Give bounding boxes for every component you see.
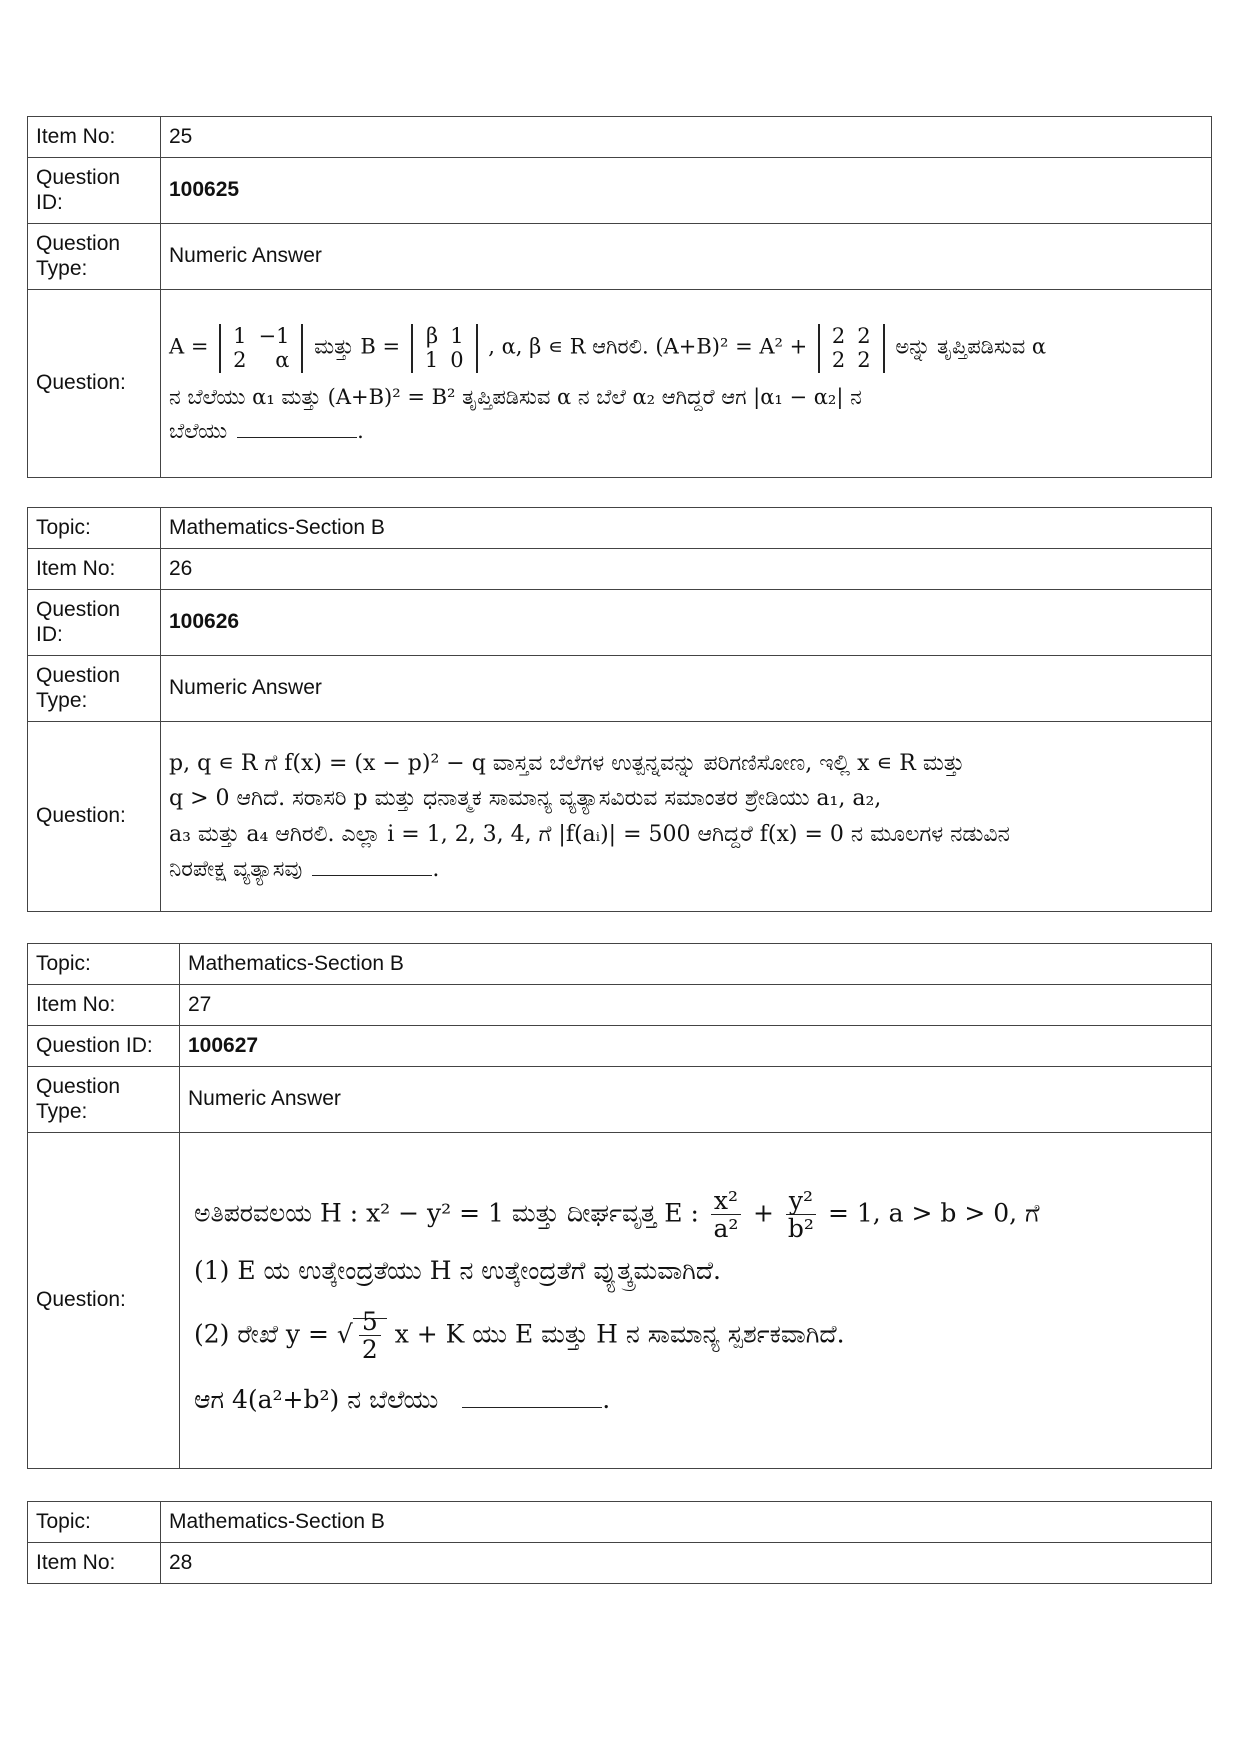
question-id-value: 100625 [161,158,1212,224]
question-id-label: Question ID: [28,158,161,224]
question-type-value: Numeric Answer [180,1067,1212,1133]
question-type-label: Question Type: [28,1067,180,1133]
question-label: Question: [28,290,161,478]
question-table-28 [27,1501,1212,1584]
question-type-label: Question Type: [28,224,161,290]
topic-value: Mathematics-Section B [161,1502,1212,1543]
question-type-value: Numeric Answer [161,224,1212,290]
item-no-value: 26 [161,549,1212,590]
topic-label: Topic: [28,944,180,985]
matrix-c: 2 2 2 2 [818,324,885,372]
topic-label: Topic: [28,508,161,549]
sqrt-symbol: √ [336,1319,353,1348]
item-no-label: Item No: [28,985,180,1026]
matrix-b: β 1 1 0 [411,324,478,372]
topic-value: Mathematics-Section B [180,944,1212,985]
question-type-label: Question Type: [28,656,161,722]
question-id-label: Question ID: [28,1026,180,1067]
question-body: p, q ∊ R ಗೆ f(x) = (x − p)² − q ವಾಸ್ತವ ಬೆಲೆಗಳ ಉತ್ಪನ್ನವನ್ನು ಪರಿಗಣಿಸೋಣ, ಇಲ್ಲಿ x ∊ R ಮತ್ತು q > 0 ಆಗಿದೆ. ಸರಾಸರಿ p ಮತ್ತು ಧನಾತ್ಮಕ ಸಾಮಾನ್ಯ ವ್ಯತ್ಯಾಸವಿರುವ ಸಮಾಂತರ ಶ್ರೇಡಿಯು a₁, a₂, a₃ ಮತ್ತು a₄ ಆಗಿರಲಿ. ಎಲ್ಲಾ i = 1, 2, 3, 4, ಗೆ |f(aᵢ)| = 500 ಆಗಿದ್ದರೆ f(x) = 0 ನ ಮೂಲಗಳ ನಡುವಿನ ನಿರಪೇಕ್ಷ ವ್ಯತ್ಯಾಸವು . [161,722,1212,912]
item-no-label: Item No: [28,549,161,590]
question-table-25 [27,116,1212,478]
question-body: ಅತಿಪರವಲಯ H : x² − y² = 1 ಮತ್ತು ದೀರ್ಘವೃತ್ತ E : $\frac{\text{x²}}{\text{a²}}$ + $\frac{\text{y²}}{\text{b²}}$ = 1, a > b > 0, ಗೆ (1) E ಯ ಉತ್ಕೇಂದ್ರತೆಯು H ನ ಉತ್ಕೇಂದ್ರತೆಗೆ ವ್ಯುತ್ಕ್ರಮವಾಗಿದೆ. (2) ರೇಖೆ y = √ $\frac{5}{2}$ x + K ಯು E ಮತ್ತು H ನ ಸಾಮಾನ್ಯ ಸ್ಪರ್ಶಕವಾಗಿದೆ. ಆಗ 4(a²+b²) ನ ಬೆಲೆಯು . [180,1133,1212,1469]
topic-label: Topic: [28,1502,161,1543]
fraction-5-2: $\frac{5}{2}$ [359,1308,381,1364]
fraction-x2-a2: $\frac{\text{x²}}{\text{a²}}$ [711,1187,741,1243]
item-no-value: 25 [161,117,1212,158]
matrix-a: 1 −1 2 α [219,324,303,372]
topic-value: Mathematics-Section B [161,508,1212,549]
item-no-value: 27 [180,985,1212,1026]
question-id-value: 100627 [180,1026,1212,1067]
question-label: Question: [28,1133,180,1469]
question-type-value: Numeric Answer [161,656,1212,722]
question-id-label: Question ID: [28,590,161,656]
question-body: A = 1 −1 2 α ಮತ್ತು B = β 1 1 0 , α, β ∊ R ಆಗಿರಲಿ. (A+B)² = A² + 2 2 2 2 ಅನ್ನು ತೃಪ್ತಿಪಡಿಸುವ α ನ ಬೆಲೆಯು α₁ ಮತ್ತು (A+B)² = B² ತೃಪ್ತಿಪಡಿಸುವ α ನ ಬೆಲೆ α₂ ಆಗಿದ್ದರೆ ಆಗ |α₁ − α₂| ನ ಬೆಲೆಯು . [161,290,1212,478]
item-no-value: 28 [161,1543,1212,1584]
item-no-label: Item No: [28,117,161,158]
fraction-y2-b2: $\frac{\text{y²}}{\text{b²}}$ [786,1187,816,1243]
question-label: Question: [28,722,161,912]
question-id-value: 100626 [161,590,1212,656]
question-table-27 [27,943,1212,1469]
item-no-label: Item No: [28,1543,161,1584]
question-table-26 [27,507,1212,912]
